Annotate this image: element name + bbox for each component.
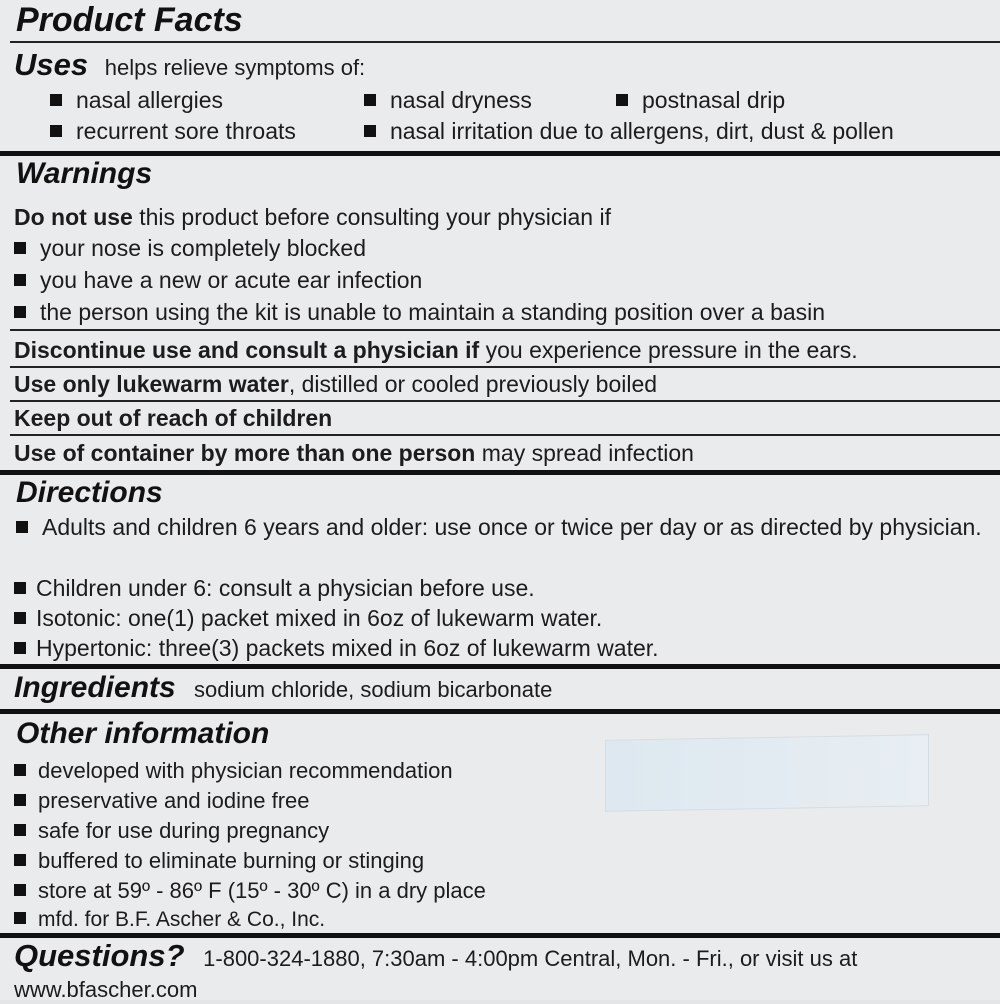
ingredients-section — [14, 670, 552, 708]
divider — [10, 434, 1000, 436]
list-item — [14, 513, 984, 541]
list-item — [14, 787, 310, 815]
list-item — [14, 877, 486, 905]
directions-item-text: Children under 6: consult a physician before use. — [36, 575, 535, 601]
other-item-text: mfd. for B.F. Ascher & Co., Inc. — [38, 908, 326, 931]
divider — [10, 41, 1000, 43]
bullet-icon — [14, 764, 26, 776]
directions-heading: Directions — [16, 476, 163, 509]
warning-bold-text: Discontinue use and consult a physician if — [14, 337, 480, 363]
list-item — [14, 817, 329, 845]
website-link[interactable]: www.bfascher.com — [14, 977, 198, 1002]
list-item — [14, 266, 422, 294]
ingredients-heading: Ingredients — [14, 671, 176, 704]
other-item-text: buffered to eliminate burning or stinging — [38, 848, 425, 873]
uses-intro: helps relieve symptoms of: — [104, 55, 366, 80]
other-info-heading: Other information — [16, 717, 270, 750]
warning-bold-text: Keep out of reach of children — [14, 405, 333, 431]
divider — [10, 400, 1000, 402]
other-item-text: store at 59º - 86º F (15º - 30º C) in a dry place — [38, 878, 486, 903]
directions-item-text: Adults and children 6 years and older: use once or twice per day or as directed by physician. — [42, 514, 982, 540]
warning-item-text: the person using the kit is unable to maintain a standing position over a basin — [40, 299, 826, 325]
bullet-icon — [14, 912, 26, 924]
bullet-icon — [14, 884, 26, 896]
warning-keep-out — [14, 404, 332, 432]
bullet-icon — [364, 94, 376, 106]
warning-item-text: your nose is completely blocked — [40, 235, 366, 261]
list-item — [14, 604, 602, 632]
other-item-text: developed with physician recommendation — [38, 758, 453, 783]
warning-container — [14, 439, 694, 467]
list-item — [14, 634, 659, 662]
list-item — [14, 574, 535, 602]
bullet-icon — [14, 582, 26, 594]
list-item — [14, 298, 825, 326]
bullet-icon — [50, 125, 62, 137]
directions-item-text: Hypertonic: three(3) packets mixed in 6oz of lukewarm water. — [36, 635, 659, 661]
bullet-icon — [50, 94, 62, 106]
bullet-icon — [364, 125, 376, 137]
divider — [0, 664, 1000, 669]
glare-reflection — [605, 734, 929, 812]
uses-item-text: nasal dryness — [390, 87, 532, 113]
uses-item-text: nasal allergies — [76, 87, 224, 113]
divider — [10, 329, 1000, 331]
list-item — [14, 234, 366, 262]
list-item — [616, 86, 785, 114]
questions-text: 1-800-324-1880, 7:30am - 4:00pm Central, Mon. - Fri., or visit us at — [203, 946, 858, 971]
page-title: Product Facts — [16, 1, 243, 39]
divider — [0, 709, 1000, 714]
bullet-icon — [16, 521, 28, 533]
uses-item-text: recurrent sore throats — [76, 118, 296, 144]
questions-heading: Questions? — [14, 938, 185, 973]
other-item-text: safe for use during pregnancy — [38, 818, 330, 843]
other-item-text: preservative and iodine free — [38, 788, 310, 813]
list-item — [364, 117, 894, 145]
bullet-icon — [14, 824, 26, 836]
list-item — [50, 117, 296, 145]
warning-do-not-use — [14, 203, 611, 231]
warning-bold-text: Use only lukewarm water — [14, 371, 289, 397]
bullet-icon — [14, 854, 26, 866]
warning-lukewarm — [14, 370, 657, 398]
warning-discontinue — [14, 336, 858, 364]
uses-item-text: postnasal drip — [642, 87, 786, 113]
bullet-icon — [14, 612, 26, 624]
uses-heading: Uses — [14, 47, 89, 82]
uses-header-row — [14, 47, 365, 86]
warning-text: , distilled or cooled previously boiled — [288, 371, 658, 397]
list-item — [14, 906, 325, 934]
warning-text: this product before consulting your physician if — [132, 204, 611, 230]
divider — [10, 366, 1000, 368]
warning-text: may spread infection — [475, 440, 694, 466]
bullet-icon — [14, 242, 26, 254]
questions-row — [14, 938, 857, 977]
list-item — [14, 847, 424, 875]
bullet-icon — [616, 94, 628, 106]
bullet-icon — [14, 274, 26, 286]
bullet-icon — [14, 794, 26, 806]
list-item — [14, 757, 453, 785]
ingredients-text: sodium chloride, sodium bicarbonate — [194, 677, 553, 702]
bullet-icon — [14, 306, 26, 318]
bullet-icon — [14, 642, 26, 654]
uses-item-text: nasal irritation due to allergens, dirt, dust & pollen — [390, 118, 894, 144]
warning-bold-text: Do not use — [14, 204, 133, 230]
warnings-heading: Warnings — [16, 157, 153, 190]
list-item — [50, 86, 223, 114]
list-item — [364, 86, 532, 114]
warning-text: you experience pressure in the ears. — [479, 337, 858, 363]
warning-item-text: you have a new or acute ear infection — [40, 267, 423, 293]
directions-item-text: Isotonic: one(1) packet mixed in 6oz of lukewarm water. — [36, 605, 603, 631]
warning-bold-text: Use of container by more than one person — [14, 440, 476, 466]
